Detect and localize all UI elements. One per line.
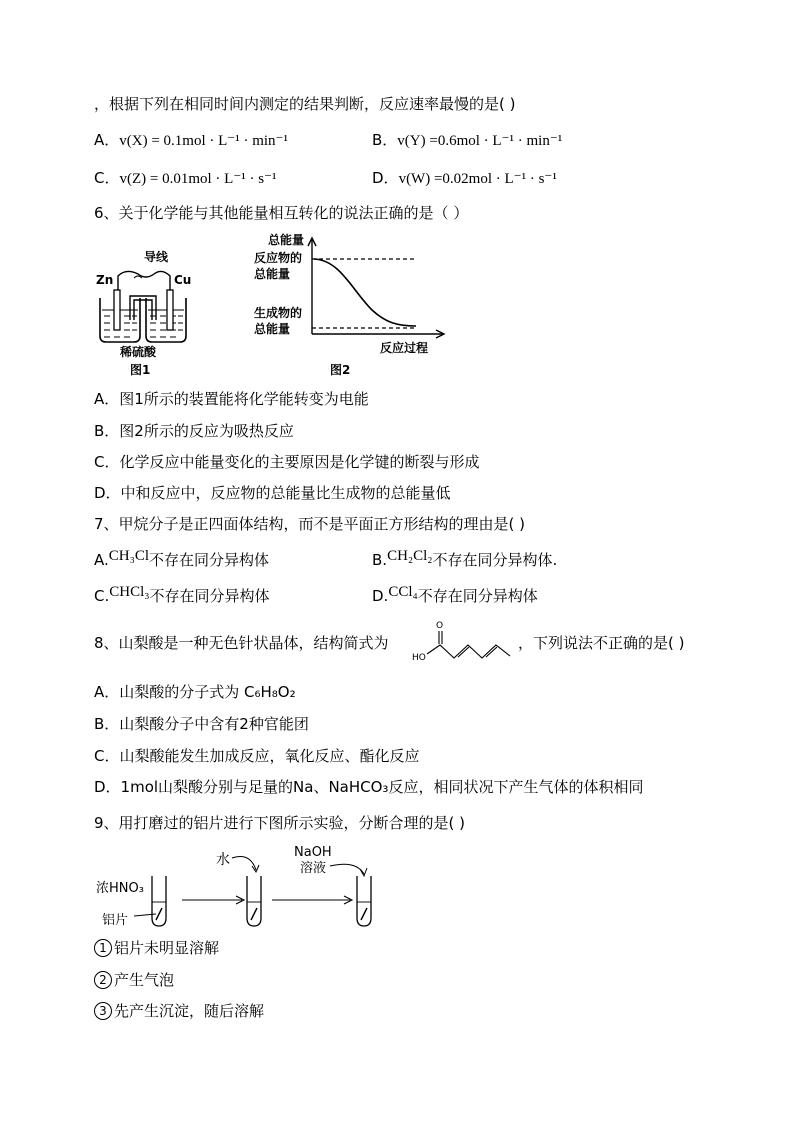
- q5-option-a: A．v(X) = 0.1mol · L⁻¹ · min⁻¹: [94, 131, 288, 149]
- q9-acid-label: 浓HNO₃: [96, 881, 144, 896]
- fig2-energy-diagram: [248, 230, 448, 380]
- circled-number-2: 2: [94, 971, 112, 989]
- q8-stem-after: ，下列说法不正确的是( ): [518, 634, 685, 652]
- fig1-zn-label: Zn: [96, 273, 114, 287]
- fig1-wire-label: 导线: [144, 250, 169, 264]
- q6-option-d: D．中和反应中，反应物的总能量比生成物的总能量低: [94, 484, 451, 502]
- q7-stem: 7、甲烷分子是正四面体结构，而不是平面正方形结构的理由是( ): [94, 515, 526, 533]
- q9-item-1: 1 铝片未明显溶解: [94, 938, 219, 958]
- fig1-caption: 图1: [130, 363, 151, 377]
- q5-option-d: D．v(W) =0.02mol · L⁻¹ · s⁻¹: [372, 169, 557, 187]
- q7-option-b: B.CH₂Cl₂不存在同分异构体.: [372, 548, 558, 569]
- q9-experiment-figure: [94, 842, 394, 934]
- q6-option-c: C．化学反应中能量变化的主要原因是化学键的断裂与形成: [94, 453, 480, 471]
- q9-water-label: 水: [216, 852, 230, 868]
- q9-solution-label: 溶液: [300, 861, 327, 876]
- fig2-caption: 图2: [330, 363, 351, 377]
- fig2-ylabel: 总能量: [268, 233, 305, 247]
- struct-ho-label: HO: [412, 653, 426, 663]
- q7-option-a: A.CH₃Cl不存在同分异构体: [94, 548, 270, 569]
- q5-option-c: C．v(Z) = 0.01mol · L⁻¹ · s⁻¹: [94, 169, 277, 187]
- q8-option-b: B．山梨酸分子中含有2种官能团: [94, 715, 309, 733]
- sorbic-acid-structure: [410, 618, 518, 666]
- q5-option-b: B．v(Y) =0.6mol · L⁻¹ · min⁻¹: [372, 131, 563, 149]
- fig2-xlabel: 反应过程: [380, 341, 429, 355]
- fig2-product-label-1: 生成物的: [254, 306, 303, 320]
- q9-naoh-label: NaOH: [294, 845, 332, 860]
- q8-stem-before: 8、山梨酸是一种无色针状晶体，结构简式为: [94, 634, 389, 652]
- circled-number-3: 3: [94, 1002, 112, 1020]
- fig2-reactant-label-1: 反应物的: [254, 251, 303, 265]
- q8-option-d: D．1mol山梨酸分别与足量的Na、NaHCO₃反应，相同状况下产生气体的体积相同: [94, 778, 644, 796]
- q8-option-c: C．山梨酸能发生加成反应，氧化反应、酯化反应: [94, 747, 420, 765]
- fig1-acid-label: 稀硫酸: [120, 345, 157, 359]
- q9-stem: 9、用打磨过的铝片进行下图所示实验，分断合理的是( ): [94, 814, 466, 832]
- q8-option-a: A．山梨酸的分子式为 C₆H₈O₂: [94, 683, 296, 701]
- q9-item-2: 2 产生气泡: [94, 970, 174, 990]
- q6-option-a: A．图1所示的装置能将化学能转变为电能: [94, 390, 369, 408]
- fig2-reactant-label-2: 总能量: [254, 267, 291, 281]
- q7-option-d: D.CCl₄不存在同分异构体: [372, 584, 538, 605]
- q5-stem: ，根据下列在相同时间内测定的结果判断，反应速率最慢的是( ): [94, 95, 516, 113]
- q6-option-b: B．图2所示的反应为吸热反应: [94, 422, 294, 440]
- fig1-cu-label: Cu: [174, 273, 192, 287]
- q7-option-c: C.CHCl₃不存在同分异构体: [94, 584, 270, 605]
- circled-number-1: 1: [94, 939, 112, 957]
- struct-o-label: O: [436, 621, 444, 631]
- q6-stem: 6、关于化学能与其他能量相互转化的说法正确的是（ ）: [94, 204, 469, 222]
- q9-item-3: 3 先产生沉淀，随后溶解: [94, 1001, 264, 1021]
- fig1-galvanic-cell: [94, 244, 204, 378]
- fig2-product-label-2: 总能量: [254, 322, 291, 336]
- q9-foil-label: 铝片: [102, 913, 129, 928]
